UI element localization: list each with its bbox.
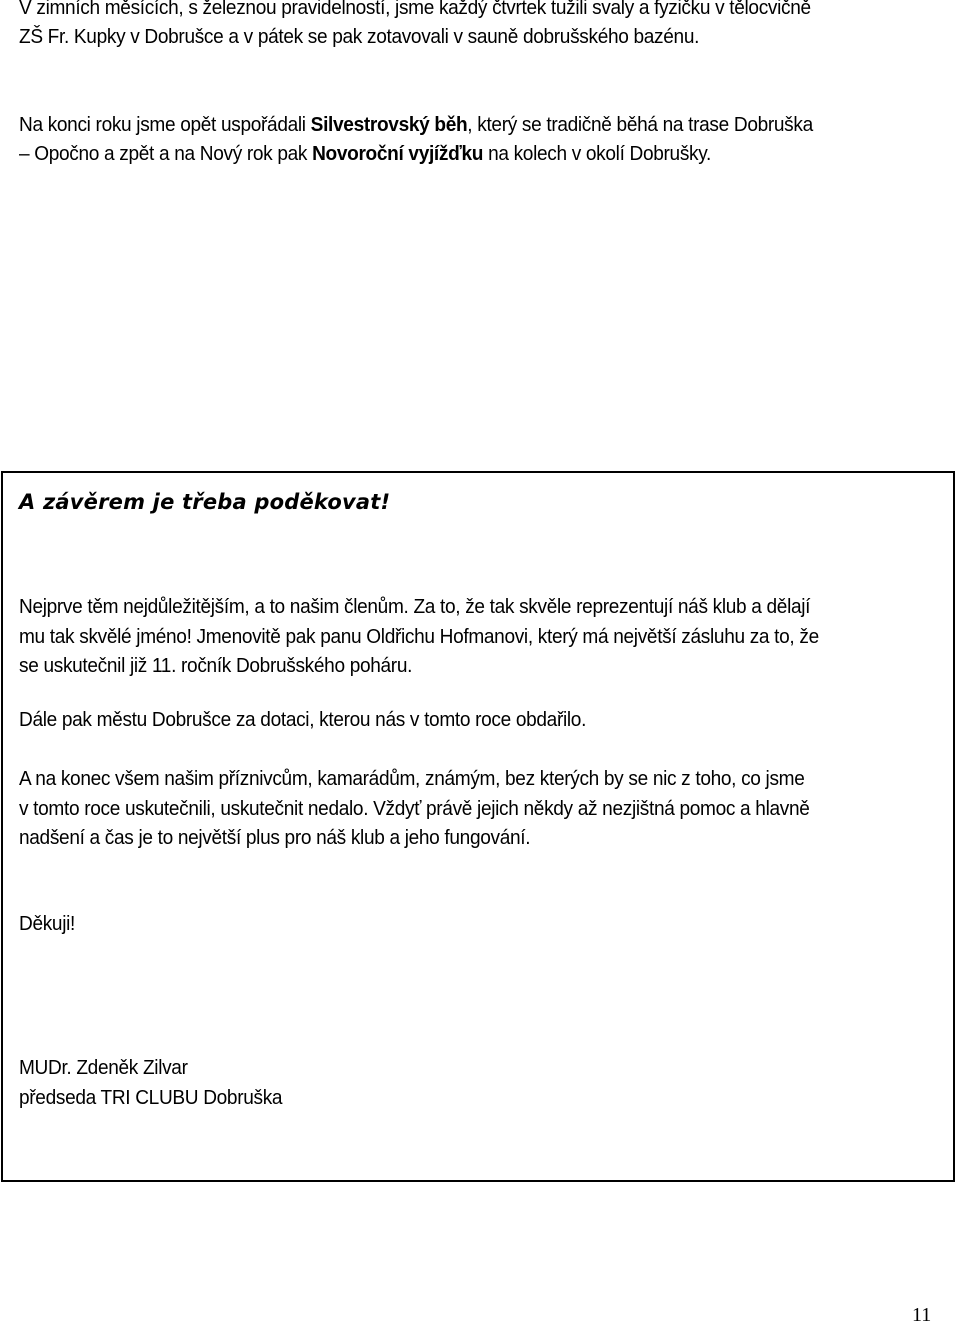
paragraph-line: V zimních měsících, s železnou pravidelností, jsme každý čtvrtek tužili svaly a fyzičku v tělocvičně (19, 0, 811, 19)
text-run: – Opočno a zpět a na Nový rok pak (19, 142, 313, 165)
text-run: na kolech v okolí Dobrušky. (483, 142, 712, 165)
paragraph-line (19, 110, 940, 139)
event-name-silvestr: Silvestrovský běh (310, 113, 468, 136)
paragraph-line: A na konec všem našim příznivcům, kamarádům, známým, bez kterých by se nic z toho, co jsme (19, 767, 805, 790)
paragraph-line: se uskutečnil již 11. ročník Dobrušského poháru. (19, 654, 413, 677)
paragraph-line: v tomto roce uskutečnili, uskutečnit nedalo. Vždyť právě jejich někdy až nezjištná pomoc a hlavně (19, 796, 810, 820)
paragraph-line: Dále pak městu Dobrušce za dotaci, kterou nás v tomto roce obdařilo. (19, 708, 587, 731)
signature-name: MUDr. Zdeněk Zilvar (19, 1056, 188, 1079)
closing-text: Děkuji! (19, 912, 76, 935)
signature-block (19, 1053, 944, 1112)
paragraph-line (19, 139, 940, 168)
paragraph-line: Nejprve těm nejdůležitějším, a to našim členům. Za to, že tak skvěle reprezentují náš klub a dělají (19, 595, 811, 618)
thanks-supporters-paragraph (19, 764, 944, 853)
event-name-novorocni: Novoroční vyjížďku (312, 142, 484, 165)
thanks-town-paragraph (19, 705, 944, 735)
events-paragraph (19, 110, 940, 168)
thanks-heading: A závěrem je třeba poděkovat! (19, 490, 391, 514)
signature-title: předseda TRI CLUBU Dobruška (19, 1085, 283, 1109)
thanks-members-paragraph (19, 592, 944, 681)
paragraph-line: mu tak skvělé jméno! Jmenovitě pak panu Oldřichu Hofmanovi, který má největší zásluhu za to, že (19, 624, 819, 648)
paragraph-line: ZŠ Fr. Kupky v Dobrušce a v pátek se pak zotavovali v sauně dobrušského bazénu. (19, 25, 700, 48)
text-run: , který se tradičně běhá na trase Dobruška (467, 113, 813, 136)
winter-training-paragraph (19, 0, 940, 51)
text-run: Na konci roku jsme opět uspořádali (19, 113, 311, 136)
page-number: 11 (912, 1304, 932, 1326)
paragraph-line: nadšení a čas je to největší plus pro náš klub a jeho fungování. (19, 826, 531, 849)
closing-thanks (19, 909, 944, 939)
